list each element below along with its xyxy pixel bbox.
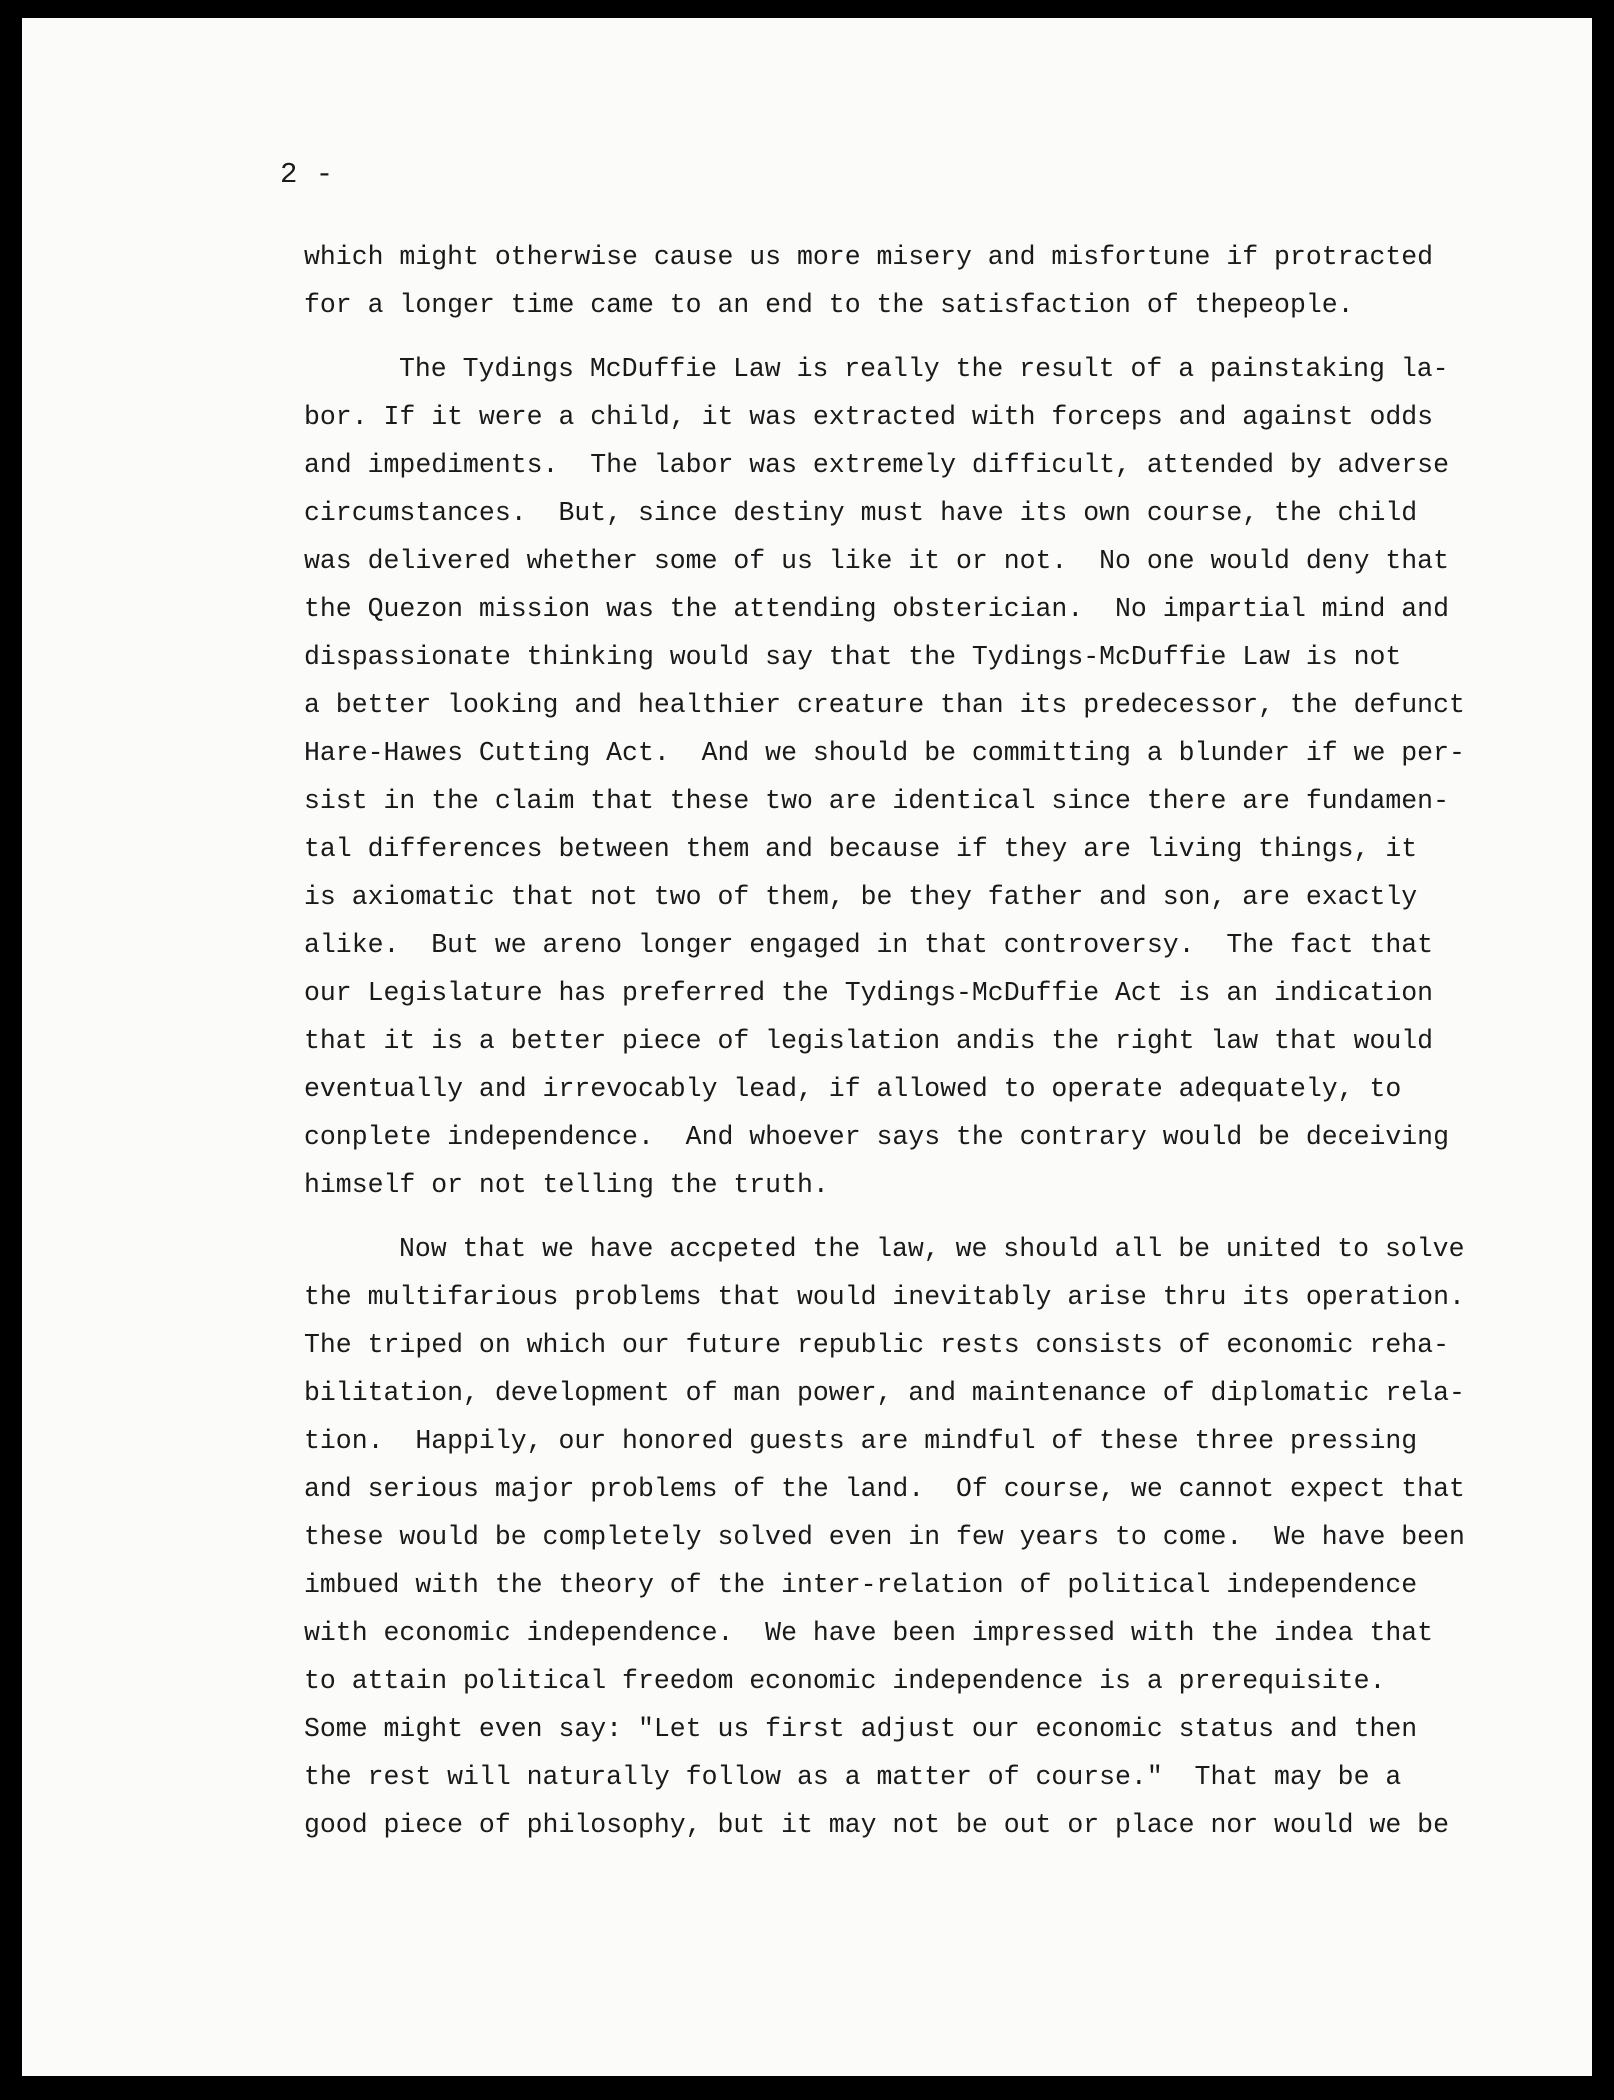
text-line: with economic independence. We have been impressed with the indea that — [304, 1618, 1434, 1648]
text-line: sist in the claim that these two are identical since there are fundamen- — [304, 786, 1449, 816]
text-line: and serious major problems of the land. Of course, we cannot expect that — [304, 1474, 1465, 1504]
text-line: himself or not telling the truth. — [304, 1170, 829, 1200]
text-line: tal differences between them and because if they are living things, it — [304, 834, 1418, 864]
text-line: tion. Happily, our honored guests are mindful of these three pressing — [304, 1426, 1418, 1456]
text-line: the multifarious problems that would inevitably arise thru its operation. — [304, 1282, 1465, 1312]
text-line: the rest will naturally follow as a matter of course." That may be a — [304, 1762, 1402, 1792]
document-body — [304, 233, 1494, 1849]
document-page — [22, 18, 1592, 2076]
paragraph-2 — [304, 345, 1494, 1209]
text-line: that it is a better piece of legislation andis the right law that would — [304, 1026, 1434, 1056]
text-line: is axiomatic that not two of them, be they father and son, are exactly — [304, 882, 1418, 912]
text-line: Some might even say: "Let us first adjust our economic status and then — [304, 1714, 1418, 1744]
text-line: these would be completely solved even in few years to come. We have been — [304, 1522, 1465, 1552]
text-line: the Quezon mission was the attending obsterician. No impartial mind and — [304, 594, 1449, 624]
text-line: circumstances. But, since destiny must have its own course, the child — [304, 498, 1418, 528]
text-line: and impediments. The labor was extremely difficult, attended by adverse — [304, 450, 1449, 480]
text-line: Hare-Hawes Cutting Act. And we should be committing a blunder if we per- — [304, 738, 1465, 768]
text-line: imbued with the theory of the inter-relation of political independence — [304, 1570, 1418, 1600]
text-line: a better looking and healthier creature than its predecessor, the defunct — [304, 690, 1465, 720]
text-line: good piece of philosophy, but it may not be out or place nor would we be — [304, 1810, 1449, 1840]
text-line: was delivered whether some of us like it or not. No one would deny that — [304, 546, 1449, 576]
text-line: The triped on which our future republic rests consists of economic reha- — [304, 1330, 1449, 1360]
text-line: The Tydings McDuffie Law is really the result of a painstaking la- — [399, 354, 1449, 384]
text-line: for a longer time came to an end to the satisfaction of thepeople. — [304, 290, 1354, 320]
text-line: bor. If it were a child, it was extracted with forceps and against odds — [304, 402, 1434, 432]
text-line: dispassionate thinking would say that the Tydings-McDuffie Law is not — [304, 642, 1402, 672]
text-line: conplete independence. And whoever says the contrary would be deceiving — [304, 1122, 1449, 1152]
text-line: eventually and irrevocably lead, if allowed to operate adequately, to — [304, 1074, 1402, 1104]
page-number: 2 - — [280, 158, 334, 191]
text-line: alike. But we areno longer engaged in that controversy. The fact that — [304, 930, 1434, 960]
text-line: bilitation, development of man power, and maintenance of diplomatic rela- — [304, 1378, 1465, 1408]
text-line: our Legislature has preferred the Tydings-McDuffie Act is an indication — [304, 978, 1434, 1008]
paragraph-1 — [304, 233, 1494, 329]
text-line: Now that we have accpeted the law, we should all be united to solve — [399, 1234, 1465, 1264]
paragraph-3 — [304, 1225, 1494, 1849]
text-line: to attain political freedom economic independence is a prerequisite. — [304, 1666, 1386, 1696]
text-line: which might otherwise cause us more misery and misfortune if protracted — [304, 242, 1434, 272]
